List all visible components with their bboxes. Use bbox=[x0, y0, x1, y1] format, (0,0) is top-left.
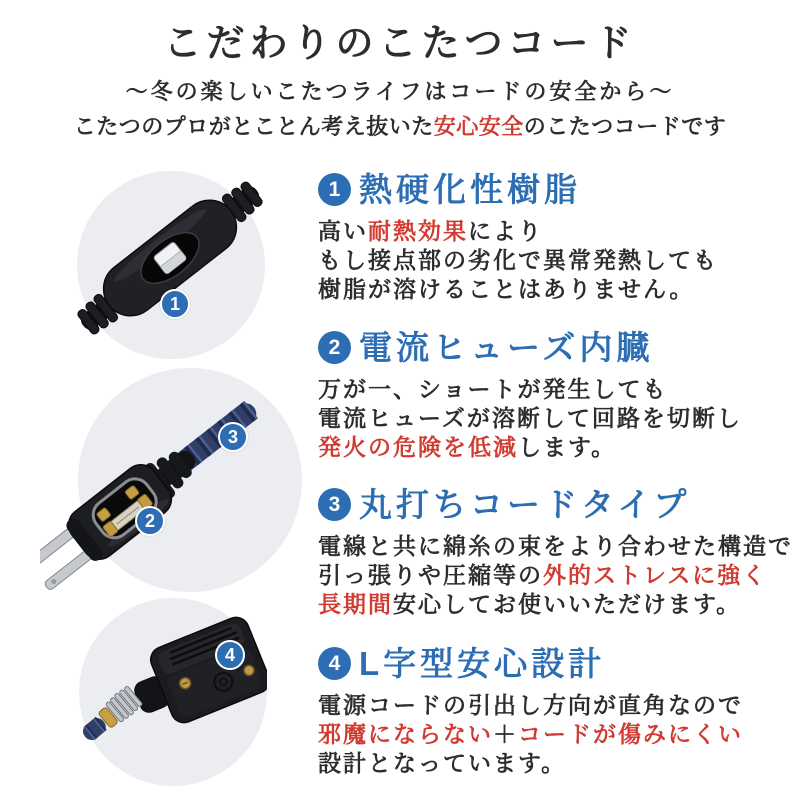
inline-switch-illustration bbox=[77, 171, 265, 359]
feature-2 bbox=[318, 329, 792, 462]
photo-inline-switch bbox=[77, 171, 265, 359]
text-segment: 発火の危険を低減 bbox=[318, 433, 518, 460]
feature-line bbox=[318, 217, 792, 246]
text-segment: 外的ストレスに強く bbox=[543, 561, 768, 588]
feature-line bbox=[318, 590, 792, 619]
subtitle: ～冬の楽しいこたつライフはコードの安全から～ bbox=[125, 78, 675, 104]
feature-number-badge: 4 bbox=[318, 647, 351, 680]
text-segment: 高い bbox=[318, 217, 368, 244]
feature-line bbox=[318, 749, 792, 778]
text-segment: します。 bbox=[518, 433, 617, 460]
text-segment: 設計となっています。 bbox=[318, 749, 567, 776]
feature-heading bbox=[318, 486, 792, 524]
feature-number-badge: 2 bbox=[318, 331, 351, 364]
text-segment: 長期間 bbox=[318, 590, 393, 617]
feature-line bbox=[318, 404, 792, 433]
text-segment: 安心してお使いいただけます。 bbox=[393, 590, 742, 617]
feature-line bbox=[318, 561, 792, 590]
text-segment: コードが傷みにくい bbox=[518, 720, 743, 747]
text-segment: のこたつコードです bbox=[523, 113, 727, 139]
header bbox=[0, 0, 800, 139]
text-segment: ＋ bbox=[493, 720, 518, 747]
feature-line bbox=[318, 691, 792, 720]
feature-line bbox=[318, 433, 792, 462]
feature-line bbox=[318, 532, 792, 561]
feature-heading bbox=[318, 329, 792, 367]
number-badge-4: 4 bbox=[215, 640, 245, 670]
feature-4 bbox=[318, 645, 792, 778]
feature-heading bbox=[318, 171, 792, 209]
photo-plug-fuse bbox=[40, 365, 306, 595]
number-badge-1: 1 bbox=[160, 289, 190, 319]
text-segment: こたつのプロがとことん考え抜いた bbox=[73, 113, 434, 139]
number-badge-3: 3 bbox=[218, 422, 248, 452]
feature-heading bbox=[318, 645, 792, 683]
description bbox=[0, 115, 800, 139]
text-segment: もし接点部の劣化で異常発熱しても bbox=[318, 246, 718, 273]
feature-line bbox=[318, 720, 792, 749]
text-segment: 安心安全 bbox=[433, 113, 524, 139]
number-badge-2: 2 bbox=[135, 506, 165, 536]
feature-line bbox=[318, 375, 792, 404]
text-segment: 電流ヒューズが溶断して回路を切断し bbox=[318, 404, 742, 431]
l-plug-illustration bbox=[79, 598, 267, 786]
plug-illustration bbox=[40, 365, 306, 595]
feature-title: 熱硬化性樹脂 bbox=[359, 171, 581, 208]
text-segment: 引っ張りや圧縮等の bbox=[318, 561, 543, 588]
text-segment: 邪魔にならない bbox=[318, 720, 493, 747]
feature-1 bbox=[318, 171, 792, 304]
feature-number-badge: 1 bbox=[318, 173, 351, 206]
page-title: こだわりのこたつコード bbox=[163, 23, 637, 65]
feature-number-badge: 3 bbox=[318, 488, 351, 521]
feature-line bbox=[318, 275, 792, 304]
text-segment: により bbox=[468, 217, 543, 244]
text-segment: 電源コードの引出し方向が直角なので bbox=[318, 691, 743, 718]
feature-line bbox=[318, 246, 792, 275]
feature-3 bbox=[318, 486, 792, 619]
photo-l-shape-plug bbox=[79, 598, 267, 786]
feature-title: 電流ヒューズ内臓 bbox=[359, 329, 654, 366]
text-segment: 電線と共に綿糸の束をより合わせた構造で bbox=[318, 532, 793, 559]
text-segment: 樹脂が溶けることはありません。 bbox=[318, 275, 695, 302]
feature-title: L字型安心設計 bbox=[359, 645, 606, 682]
feature-title: 丸打ちコードタイプ bbox=[359, 486, 691, 523]
text-segment: 耐熱効果 bbox=[368, 217, 468, 244]
text-segment: 万が一、ショートが発生しても bbox=[318, 375, 668, 402]
